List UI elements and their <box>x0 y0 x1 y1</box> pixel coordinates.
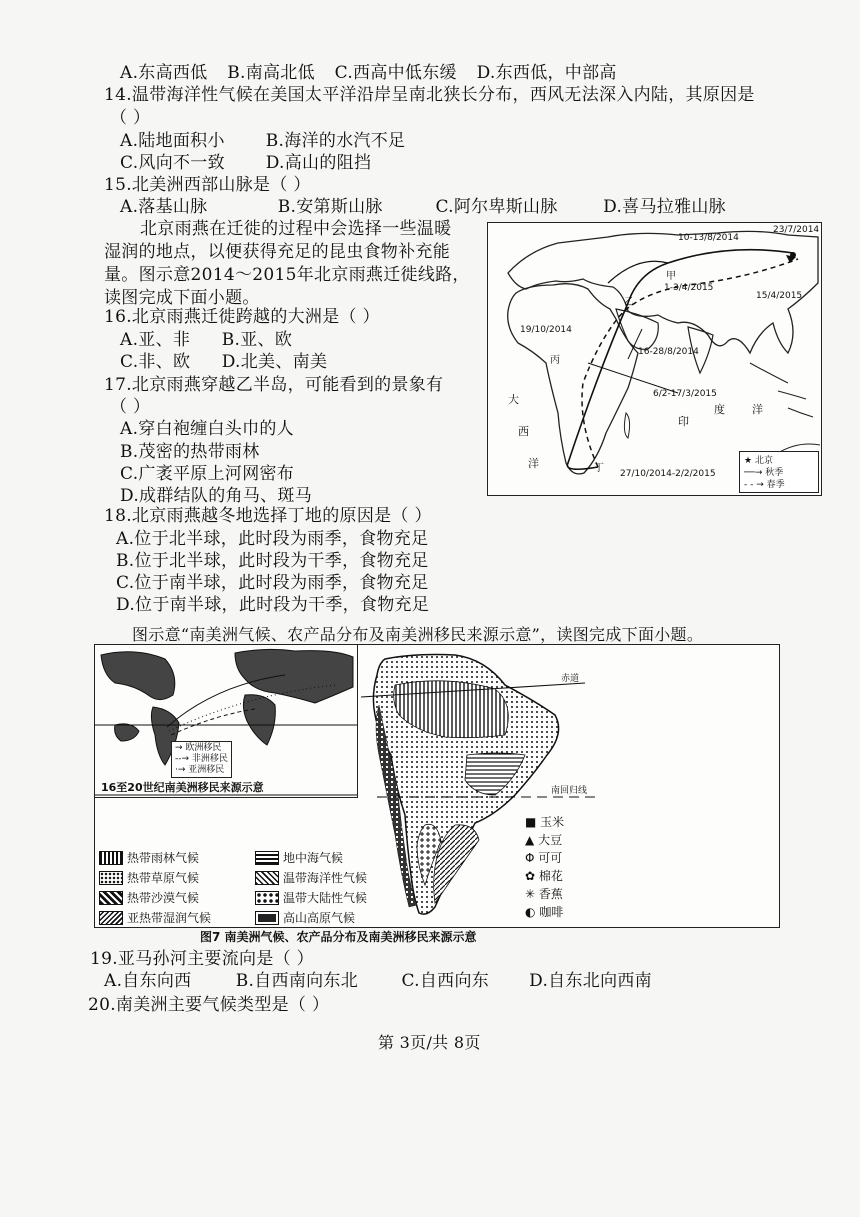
inset-legend-europe: → 欧洲移民 <box>175 743 222 753</box>
q18-option-a: A.位于北半球，此时段为雨季，食物充足 <box>116 529 429 549</box>
climate-legend-8-label: 高山高原气候 <box>283 911 356 925</box>
climate-legend-3 <box>99 869 199 886</box>
date-label-1: 10-13/8/2014 <box>678 233 739 243</box>
inset-legend-asia: ·→ 亚洲移民 <box>175 765 225 775</box>
climate-legend-5-label: 热带沙漠气候 <box>127 891 200 905</box>
date-label-8: 27/10/2014-2/2/2015 <box>620 469 716 479</box>
product-soybean <box>525 831 564 849</box>
mediterranean-swatch <box>255 851 279 865</box>
page-footer: 第 3页/共 8页 <box>378 1033 481 1052</box>
legend-spring: - - → 春季 <box>744 480 785 490</box>
climate-legend-4-label: 温带海洋性气候 <box>283 871 368 885</box>
savanna-swatch <box>99 871 123 885</box>
product-cocoa <box>525 849 564 867</box>
q17-option-c: C.广袤平原上河网密布 <box>120 464 295 484</box>
ocean-atlantic-3: 洋 <box>528 457 539 470</box>
map1-legend <box>739 451 819 493</box>
q18-option-d: D.位于南半球，此时段为干季，食物充足 <box>116 595 430 615</box>
q14-option-a: A.陆地面积小 <box>120 131 225 151</box>
q16-option-c: C.非、欧 <box>120 352 191 372</box>
q17-option-d: D.成群结队的角马、斑马 <box>120 486 313 506</box>
date-label-3: 1-3/4/2015 <box>664 283 714 293</box>
product-banana-label: 香蕉 <box>538 887 563 901</box>
desert-swatch <box>99 891 123 905</box>
ocean-indian-3: 洋 <box>752 403 763 416</box>
product-corn <box>525 813 564 831</box>
continental-swatch <box>255 891 279 905</box>
legend-beijing-label: 北京 <box>754 456 773 466</box>
place-bing: 丙 <box>550 355 560 366</box>
cotton-icon: ✿ <box>525 869 536 883</box>
product-legend <box>525 813 564 921</box>
date-label-5: 19/10/2014 <box>520 325 572 335</box>
climate-legend-8 <box>255 909 355 926</box>
highland-swatch <box>255 911 279 925</box>
inset-legend-asia-label: 亚洲移民 <box>188 765 225 775</box>
q16-option-a: A.亚、非 <box>120 330 191 350</box>
climate-legend-4 <box>255 869 367 886</box>
swift-migration-map <box>487 222 822 496</box>
q15-option-c: C.阿尔卑斯山脉 <box>435 197 558 217</box>
climate-legend-1 <box>99 849 199 866</box>
q14-stem: 14.温带海洋性气候在美国太平洋沿岸呈南北狭长分布，西风无法深入内陆，其原因是 <box>104 85 755 105</box>
product-coffee <box>525 903 564 921</box>
product-coffee-label: 咖啡 <box>539 905 564 919</box>
coffee-icon: ◐ <box>525 905 536 919</box>
q19-option-b: B.自西南向东北 <box>235 971 359 991</box>
ocean-atlantic-1: 大 <box>508 393 519 406</box>
product-cocoa-label: 可可 <box>538 851 563 865</box>
climate-legend-2 <box>255 849 343 866</box>
q15-stem: 15.北美洲西部山脉是（ ） <box>104 175 311 195</box>
soybean-icon: ▲ <box>525 833 535 847</box>
q20-stem: 20.南美洲主要气候类型是（ ） <box>88 995 330 1015</box>
passage-line-3: 量。图示意2014～2015年北京雨燕迁徙线路， <box>104 265 470 285</box>
legend-beijing: ★ 北京 <box>744 456 773 466</box>
q15-option-b: B.安第斯山脉 <box>277 197 383 217</box>
date-label-4: 15/4/2015 <box>756 291 803 301</box>
product-corn-label: 玉米 <box>540 815 565 829</box>
date-label-2: 23/7/2014 <box>773 225 820 235</box>
q13-option-b: B.南高北低 <box>227 63 315 83</box>
q18-option-b: B.位于北半球，此时段为干季，食物充足 <box>116 551 429 571</box>
south-america-figure <box>94 644 780 928</box>
q19-options <box>104 966 652 991</box>
q17-stem: 17.北京雨燕穿越乙半岛，可能看到的景象有 <box>104 375 444 395</box>
tropic-label: 南回归线 <box>551 786 588 796</box>
q18-option-c: C.位于南半球，此时段为雨季，食物充足 <box>116 573 429 593</box>
inset-legend-africa-label: 非洲移民 <box>191 754 228 764</box>
place-jia: 甲 <box>666 271 676 282</box>
q16-option-d: D.北美、南美 <box>221 352 328 372</box>
date-label-7: 6/2-17/3/2015 <box>653 389 717 399</box>
q14-option-d: D.高山的阻挡 <box>265 153 372 173</box>
q16-option-b: B.亚、欧 <box>221 330 293 350</box>
place-yi: 乙 <box>624 297 634 308</box>
climate-legend-6-label: 温带大陆性气候 <box>283 891 368 905</box>
q16-stem: 16.北京雨燕迁徙跨越的大洲是（ ） <box>104 307 380 327</box>
q19-option-c: C.自西向东 <box>401 971 490 991</box>
q19-option-d: D.自东北向西南 <box>529 971 652 991</box>
q14-option-b: B.海洋的水汽不足 <box>265 131 406 151</box>
climate-legend-1-label: 热带雨林气候 <box>127 851 200 865</box>
legend-autumn-label: 秋季 <box>765 468 784 478</box>
ocean-indian-2: 度 <box>714 403 725 416</box>
product-cotton-label: 棉花 <box>538 869 563 883</box>
q15-option-a: A.落基山脉 <box>120 197 208 217</box>
inset-caption: 16至20世纪南美洲移民来源示意 <box>101 781 264 794</box>
passage-line-2: 湿润的地点，以便获得充足的昆虫食物补充能 <box>104 242 450 262</box>
climate-legend-7 <box>99 909 211 926</box>
q13-option-a: A.东高西低 <box>120 63 208 83</box>
ocean-atlantic-2: 西 <box>518 425 529 438</box>
climate-legend-6 <box>255 889 367 906</box>
marine-swatch <box>255 871 279 885</box>
inset-legend-europe-label: 欧洲移民 <box>185 743 222 753</box>
q13-option-d: D.东西低，中部高 <box>476 63 617 83</box>
q17-blank: （ ） <box>110 397 151 417</box>
q18-stem: 18.北京雨燕越冬地选择丁地的原因是（ ） <box>104 506 432 526</box>
product-soybean-label: 大豆 <box>538 833 563 847</box>
banana-icon: ✳ <box>525 887 536 901</box>
q17-option-a: A.穿白袍缠白头巾的人 <box>120 419 294 439</box>
ocean-indian-1: 印 <box>678 415 689 428</box>
q17-option-b: B.茂密的热带雨林 <box>120 442 260 462</box>
climate-legend-7-label: 亚热带湿润气候 <box>127 911 212 925</box>
climate-legend-3-label: 热带草原气候 <box>127 871 200 885</box>
q14-option-c: C.风向不一致 <box>120 153 225 173</box>
q14-blank: （ ） <box>110 108 151 128</box>
q19-stem: 19.亚马孙河主要流向是（ ） <box>90 949 314 969</box>
q15-option-d: D.喜马拉雅山脉 <box>603 197 726 217</box>
legend-autumn: ──→ 秋季 <box>744 468 784 478</box>
product-banana <box>525 885 564 903</box>
inset-legend-africa: --→ 非洲移民 <box>175 754 228 764</box>
passage-line-4: 读图完成下面小题。 <box>104 288 260 308</box>
date-label-6: 16-28/8/2014 <box>638 347 699 357</box>
intro-2: 图示意“南美洲气候、农产品分布及南美洲移民来源示意”，读图完成下面小题。 <box>132 625 704 644</box>
rainforest-swatch <box>99 851 123 865</box>
legend-spring-label: 春季 <box>766 480 785 490</box>
climate-legend-5 <box>99 889 199 906</box>
product-cotton <box>525 867 564 885</box>
corn-icon: ■ <box>525 815 537 829</box>
cocoa-icon: Φ <box>525 851 535 865</box>
q16-options-row2 <box>120 347 327 372</box>
place-ding: 丁 <box>594 463 604 474</box>
climate-legend-2-label: 地中海气候 <box>283 851 344 865</box>
subtropical-swatch <box>99 911 123 925</box>
q19-option-a: A.自东向西 <box>104 971 192 991</box>
passage-line-1: 北京雨燕在迁徙的过程中会选择一些温暖 <box>140 219 452 239</box>
figure-7-caption: 图7 南美洲气候、农产品分布及南美洲移民来源示意 <box>200 930 477 944</box>
equator-label: 赤道 <box>561 674 580 684</box>
q13-option-c: C.西高中低东缓 <box>334 63 457 83</box>
